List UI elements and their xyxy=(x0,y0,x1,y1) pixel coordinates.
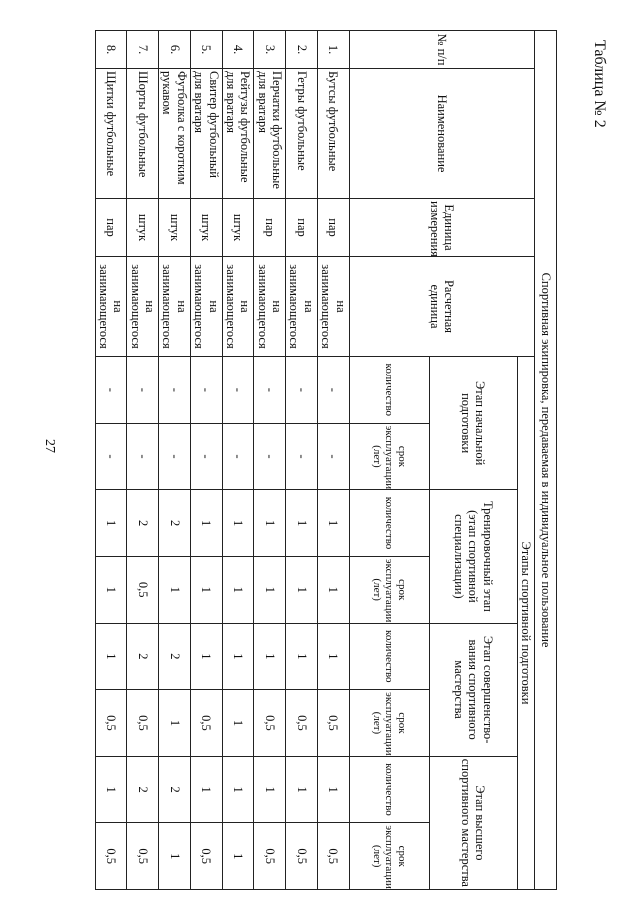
header-term: срок эксплуатации (лет) xyxy=(349,823,429,890)
term-cell: 0,5 xyxy=(254,823,286,890)
item-name: Гетры футбольные xyxy=(286,69,318,199)
term-cell: 0,5 xyxy=(127,556,159,623)
term-cell: 0,5 xyxy=(317,823,349,890)
quantity-cell: - xyxy=(190,357,222,424)
item-unit: пар xyxy=(286,199,318,257)
quantity-cell: 1 xyxy=(222,490,254,557)
item-unit: штук xyxy=(222,199,254,257)
quantity-cell: 2 xyxy=(127,490,159,557)
term-cell: 0,5 xyxy=(317,690,349,757)
item-name: Футболка с коротким рукавом xyxy=(159,69,191,199)
term-cell: - xyxy=(286,423,318,490)
row-number: 5. xyxy=(190,31,222,69)
quantity-cell: 2 xyxy=(159,490,191,557)
quantity-cell: 1 xyxy=(254,756,286,823)
term-cell: 0,5 xyxy=(127,823,159,890)
quantity-cell: - xyxy=(159,357,191,424)
quantity-cell: 1 xyxy=(190,756,222,823)
quantity-cell: 1 xyxy=(95,756,127,823)
item-calc-unit: на занимающегося xyxy=(222,257,254,357)
term-cell: 0,5 xyxy=(95,823,127,890)
table-row xyxy=(286,31,318,890)
row-number: 1. xyxy=(317,31,349,69)
quantity-cell: 2 xyxy=(159,756,191,823)
term-cell: 0,5 xyxy=(190,690,222,757)
row-number: 3. xyxy=(254,31,286,69)
quantity-cell: 1 xyxy=(95,490,127,557)
item-name: Рейтузы футбольные для вратаря xyxy=(222,69,254,199)
header-qty: количество xyxy=(349,357,429,424)
item-name: Перчатки футбольные для вратаря xyxy=(254,69,286,199)
quantity-cell: 1 xyxy=(317,623,349,690)
header-unit: Единица измерения xyxy=(349,199,534,257)
table-body xyxy=(95,31,349,890)
quantity-cell: 1 xyxy=(95,623,127,690)
term-cell: - xyxy=(127,423,159,490)
term-cell: 0,5 xyxy=(286,690,318,757)
table-row xyxy=(222,31,254,890)
row-number: 6. xyxy=(159,31,191,69)
item-calc-unit: на занимающегося xyxy=(286,257,318,357)
header-qty: количество xyxy=(349,756,429,823)
term-cell: 1 xyxy=(222,556,254,623)
term-cell: - xyxy=(222,423,254,490)
header-qty: количество xyxy=(349,490,429,557)
row-number: 7. xyxy=(127,31,159,69)
term-cell: 1 xyxy=(317,556,349,623)
item-calc-unit: на занимающегося xyxy=(95,257,127,357)
item-calc-unit: на занимающегося xyxy=(254,257,286,357)
item-unit: пар xyxy=(95,199,127,257)
item-calc-unit: на занимающегося xyxy=(127,257,159,357)
quantity-cell: - xyxy=(95,357,127,424)
quantity-cell: 1 xyxy=(254,490,286,557)
quantity-cell: - xyxy=(254,357,286,424)
term-cell: 1 xyxy=(159,690,191,757)
header-name: Наименование xyxy=(349,69,534,199)
item-unit: штук xyxy=(127,199,159,257)
header-term: срок эксплуатации (лет) xyxy=(349,556,429,623)
item-name: Бутсы футбольные xyxy=(317,69,349,199)
table-row xyxy=(95,31,127,890)
item-unit: штук xyxy=(159,199,191,257)
quantity-cell: - xyxy=(127,357,159,424)
table-row xyxy=(317,31,349,890)
rotated-table-container xyxy=(97,30,557,890)
header-term: срок эксплуатации (лет) xyxy=(349,690,429,757)
item-name: Шорты футбольные xyxy=(127,69,159,199)
term-cell: 1 xyxy=(286,556,318,623)
quantity-cell: - xyxy=(222,357,254,424)
term-cell: 1 xyxy=(190,556,222,623)
table-row xyxy=(159,31,191,890)
term-cell: 0,5 xyxy=(95,690,127,757)
header-stage-higher: Этап высшего спортивного мастерства xyxy=(429,756,517,889)
term-cell: 1 xyxy=(95,556,127,623)
item-calc-unit: на занимающегося xyxy=(159,257,191,357)
item-unit: штук xyxy=(190,199,222,257)
header-qty: количество xyxy=(349,623,429,690)
quantity-cell: 2 xyxy=(159,623,191,690)
term-cell: 1 xyxy=(254,556,286,623)
term-cell: - xyxy=(95,423,127,490)
header-num: № п/п xyxy=(349,31,534,69)
term-cell: - xyxy=(159,423,191,490)
quantity-cell: 1 xyxy=(317,490,349,557)
quantity-cell: 1 xyxy=(222,756,254,823)
equipment-table xyxy=(95,30,557,890)
table-row xyxy=(127,31,159,890)
table-row xyxy=(254,31,286,890)
item-calc-unit: на занимающегося xyxy=(317,257,349,357)
term-cell: 0,5 xyxy=(127,690,159,757)
table-row xyxy=(190,31,222,890)
quantity-cell: 1 xyxy=(286,623,318,690)
row-number: 4. xyxy=(222,31,254,69)
header-stage-training: Тренировочный этап (этап спортивной специализации) xyxy=(429,490,517,623)
quantity-cell: 2 xyxy=(127,623,159,690)
quantity-cell: 1 xyxy=(254,623,286,690)
quantity-cell: - xyxy=(286,357,318,424)
header-calc: Расчетная единица xyxy=(349,257,534,357)
quantity-cell: 1 xyxy=(190,490,222,557)
row-number: 8. xyxy=(95,31,127,69)
term-cell: 1 xyxy=(159,823,191,890)
quantity-cell: 1 xyxy=(222,623,254,690)
table-caption: Таблица № 2 xyxy=(591,40,608,128)
term-cell: 0,5 xyxy=(254,690,286,757)
term-cell: - xyxy=(317,423,349,490)
term-cell: 1 xyxy=(159,556,191,623)
item-name: Свитер футбольный для вратаря xyxy=(190,69,222,199)
item-unit: пар xyxy=(254,199,286,257)
term-cell: 1 xyxy=(222,690,254,757)
quantity-cell: 1 xyxy=(190,623,222,690)
quantity-cell: - xyxy=(317,357,349,424)
term-cell: 1 xyxy=(222,823,254,890)
quantity-cell: 1 xyxy=(317,756,349,823)
quantity-cell: 1 xyxy=(286,490,318,557)
item-calc-unit: на занимающегося xyxy=(190,257,222,357)
header-stage-improvement: Этап совершенство-вания спортивного мастерства xyxy=(429,623,517,756)
term-cell: 0,5 xyxy=(190,823,222,890)
item-unit: пар xyxy=(317,199,349,257)
header-stage-initial: Этап начальной подготовки xyxy=(429,357,517,490)
page-number: 27 xyxy=(42,439,57,453)
quantity-cell: 2 xyxy=(127,756,159,823)
quantity-cell: 1 xyxy=(286,756,318,823)
term-cell: - xyxy=(190,423,222,490)
row-number: 2. xyxy=(286,31,318,69)
header-stages-group: Этапы спортивной подготовки xyxy=(517,357,534,890)
table-title: Спортивная экипировка, передаваемая в индивидуальное пользование xyxy=(535,31,557,890)
item-name: Щитки футбольные xyxy=(95,69,127,199)
term-cell: - xyxy=(254,423,286,490)
header-term: срок эксплуатации (лет) xyxy=(349,423,429,490)
term-cell: 0,5 xyxy=(286,823,318,890)
